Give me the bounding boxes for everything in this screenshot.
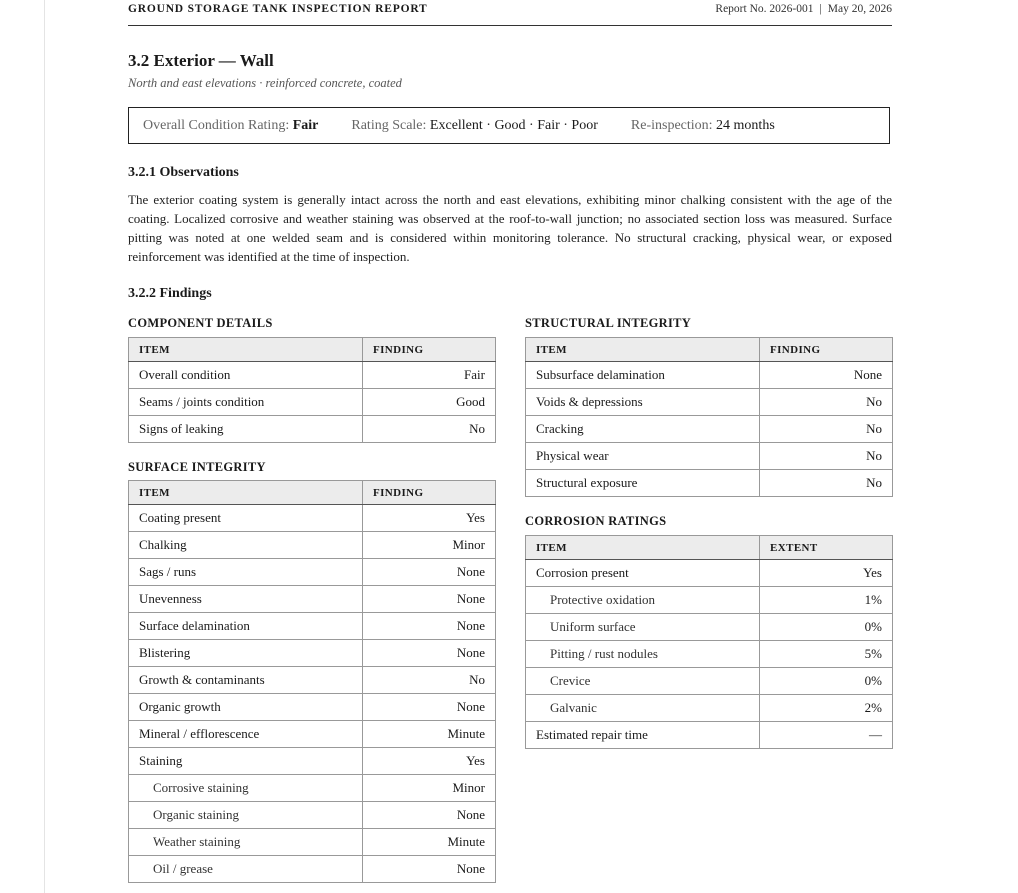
row-item: Galvanic — [526, 695, 760, 722]
row-finding: No — [363, 667, 496, 694]
row-finding: None — [363, 802, 496, 829]
row-finding: Yes — [363, 505, 496, 532]
row-item: Physical wear — [526, 443, 760, 470]
condition-rating-box — [128, 107, 890, 144]
row-finding: Fair — [363, 362, 496, 389]
row-finding: None — [363, 613, 496, 640]
row-item: Estimated repair time — [526, 722, 760, 749]
row-finding: Minute — [363, 829, 496, 856]
row-extent: — — [760, 722, 893, 749]
report-number: Report No. 2026-001 — [715, 3, 814, 15]
row-item: Unevenness — [129, 586, 363, 613]
table-header-row — [129, 481, 496, 505]
corrosion-ratings-table — [525, 535, 893, 749]
row-finding: None — [760, 362, 893, 389]
row-item: Growth & contaminants — [129, 667, 363, 694]
column-header-item: ITEM — [526, 536, 760, 560]
row-item: Sags / runs — [129, 559, 363, 586]
rating-scale-label: Rating Scale: — [351, 118, 427, 133]
table-row — [526, 389, 893, 416]
rating-scale-value: Excellent · Good · Fair · Poor — [429, 118, 598, 133]
row-extent: 5% — [760, 641, 893, 668]
table-row — [129, 389, 496, 416]
row-finding: No — [760, 443, 893, 470]
row-finding: None — [363, 694, 496, 721]
reinspection-label: Re-inspection: — [630, 118, 713, 133]
table-row — [129, 748, 496, 775]
row-item: Cracking — [526, 416, 760, 443]
row-item: Corrosion present — [526, 560, 760, 587]
row-item: Blistering — [129, 640, 363, 667]
row-finding: Yes — [363, 748, 496, 775]
table-row — [129, 362, 496, 389]
column-header-item: ITEM — [129, 338, 363, 362]
section-subtitle: North and east elevations · reinforced concrete, coated — [128, 76, 402, 90]
table-row — [129, 667, 496, 694]
column-header-item: ITEM — [129, 481, 363, 505]
table-row — [129, 559, 496, 586]
table-row — [129, 802, 496, 829]
corrosion-ratings-title: CORROSION RATINGS — [525, 514, 667, 528]
row-item: Structural exposure — [526, 470, 760, 497]
row-finding: None — [363, 586, 496, 613]
table-row — [526, 695, 893, 722]
table-row — [129, 856, 496, 883]
table-row — [526, 641, 893, 668]
row-finding: No — [363, 416, 496, 443]
column-header-finding: FINDING — [363, 338, 496, 362]
report-page — [44, 0, 1018, 893]
row-extent: 2% — [760, 695, 893, 722]
row-extent: 0% — [760, 668, 893, 695]
overall-rating-value: Fair — [292, 118, 319, 133]
row-finding: Minor — [363, 532, 496, 559]
observations-text: The exterior coating system is generally intact across the north and east elevations, exhibiting minor chalking consistent with the age of the coating. Localized corrosive and weather staining was observed at the roof-to-wall junction; no associated section loss was measured. Surface pitting was noted at one welded seam and is considered within monitoring tolerance. No structural cracking, physical wear, or exposed reinforcement was identified at the time of inspection. — [128, 192, 892, 264]
row-finding: None — [363, 640, 496, 667]
row-item: Staining — [129, 748, 363, 775]
table-row — [129, 829, 496, 856]
report-meta — [715, 3, 892, 15]
column-header-item: ITEM — [526, 338, 760, 362]
surface-integrity-table — [128, 480, 496, 883]
row-item: Signs of leaking — [129, 416, 363, 443]
row-finding: Good — [363, 389, 496, 416]
table-row — [526, 668, 893, 695]
column-header-extent: EXTENT — [760, 536, 893, 560]
table-row — [526, 416, 893, 443]
table-header-row — [526, 536, 893, 560]
column-header-finding: FINDING — [363, 481, 496, 505]
table-row — [526, 443, 893, 470]
row-finding: No — [760, 416, 893, 443]
row-extent: 0% — [760, 614, 893, 641]
row-item: Seams / joints condition — [129, 389, 363, 416]
row-item: Chalking — [129, 532, 363, 559]
table-row — [129, 721, 496, 748]
table-row — [129, 586, 496, 613]
row-extent: 1% — [760, 587, 893, 614]
row-item: Overall condition — [129, 362, 363, 389]
row-item: Oil / grease — [129, 856, 363, 883]
running-header — [128, 3, 892, 26]
row-finding: None — [363, 559, 496, 586]
table-row — [129, 532, 496, 559]
table-row — [129, 505, 496, 532]
overall-rating-label: Overall Condition Rating: — [143, 118, 290, 133]
row-item: Voids & depressions — [526, 389, 760, 416]
row-item: Uniform surface — [526, 614, 760, 641]
header-separator: | — [819, 3, 822, 15]
row-item: Corrosive staining — [129, 775, 363, 802]
table-row — [526, 362, 893, 389]
table-row — [526, 560, 893, 587]
structural-integrity-table — [525, 337, 893, 497]
row-finding: None — [363, 856, 496, 883]
table-row — [526, 587, 893, 614]
row-item: Weather staining — [129, 829, 363, 856]
section-title: 3.2 Exterior — Wall — [128, 51, 274, 70]
row-finding: Minute — [363, 721, 496, 748]
row-item: Organic growth — [129, 694, 363, 721]
row-item: Crevice — [526, 668, 760, 695]
table-header-row — [526, 338, 893, 362]
row-item: Organic staining — [129, 802, 363, 829]
table-row — [129, 640, 496, 667]
table-row — [129, 416, 496, 443]
observations-heading: 3.2.1 Observations — [128, 165, 239, 180]
row-item: Subsurface delamination — [526, 362, 760, 389]
row-extent: Yes — [760, 560, 893, 587]
component-details-table — [128, 337, 496, 443]
table-row — [526, 614, 893, 641]
structural-integrity-title: STRUCTURAL INTEGRITY — [525, 316, 692, 330]
row-finding: No — [760, 470, 893, 497]
table-row — [526, 470, 893, 497]
report-title: GROUND STORAGE TANK INSPECTION REPORT — [128, 3, 428, 15]
row-item: Coating present — [129, 505, 363, 532]
row-finding: No — [760, 389, 893, 416]
table-row — [129, 613, 496, 640]
table-header-row — [129, 338, 496, 362]
reinspection-value: 24 months — [716, 118, 775, 133]
table-row — [526, 722, 893, 749]
table-row — [129, 694, 496, 721]
row-item: Protective oxidation — [526, 587, 760, 614]
row-item: Pitting / rust nodules — [526, 641, 760, 668]
findings-heading: 3.2.2 Findings — [128, 286, 212, 301]
row-finding: Minor — [363, 775, 496, 802]
component-details-title: COMPONENT DETAILS — [128, 316, 273, 330]
report-date: May 20, 2026 — [827, 3, 892, 15]
table-row — [129, 775, 496, 802]
surface-integrity-title: SURFACE INTEGRITY — [128, 460, 266, 474]
row-item: Mineral / efflorescence — [129, 721, 363, 748]
row-item: Surface delamination — [129, 613, 363, 640]
column-header-finding: FINDING — [760, 338, 893, 362]
